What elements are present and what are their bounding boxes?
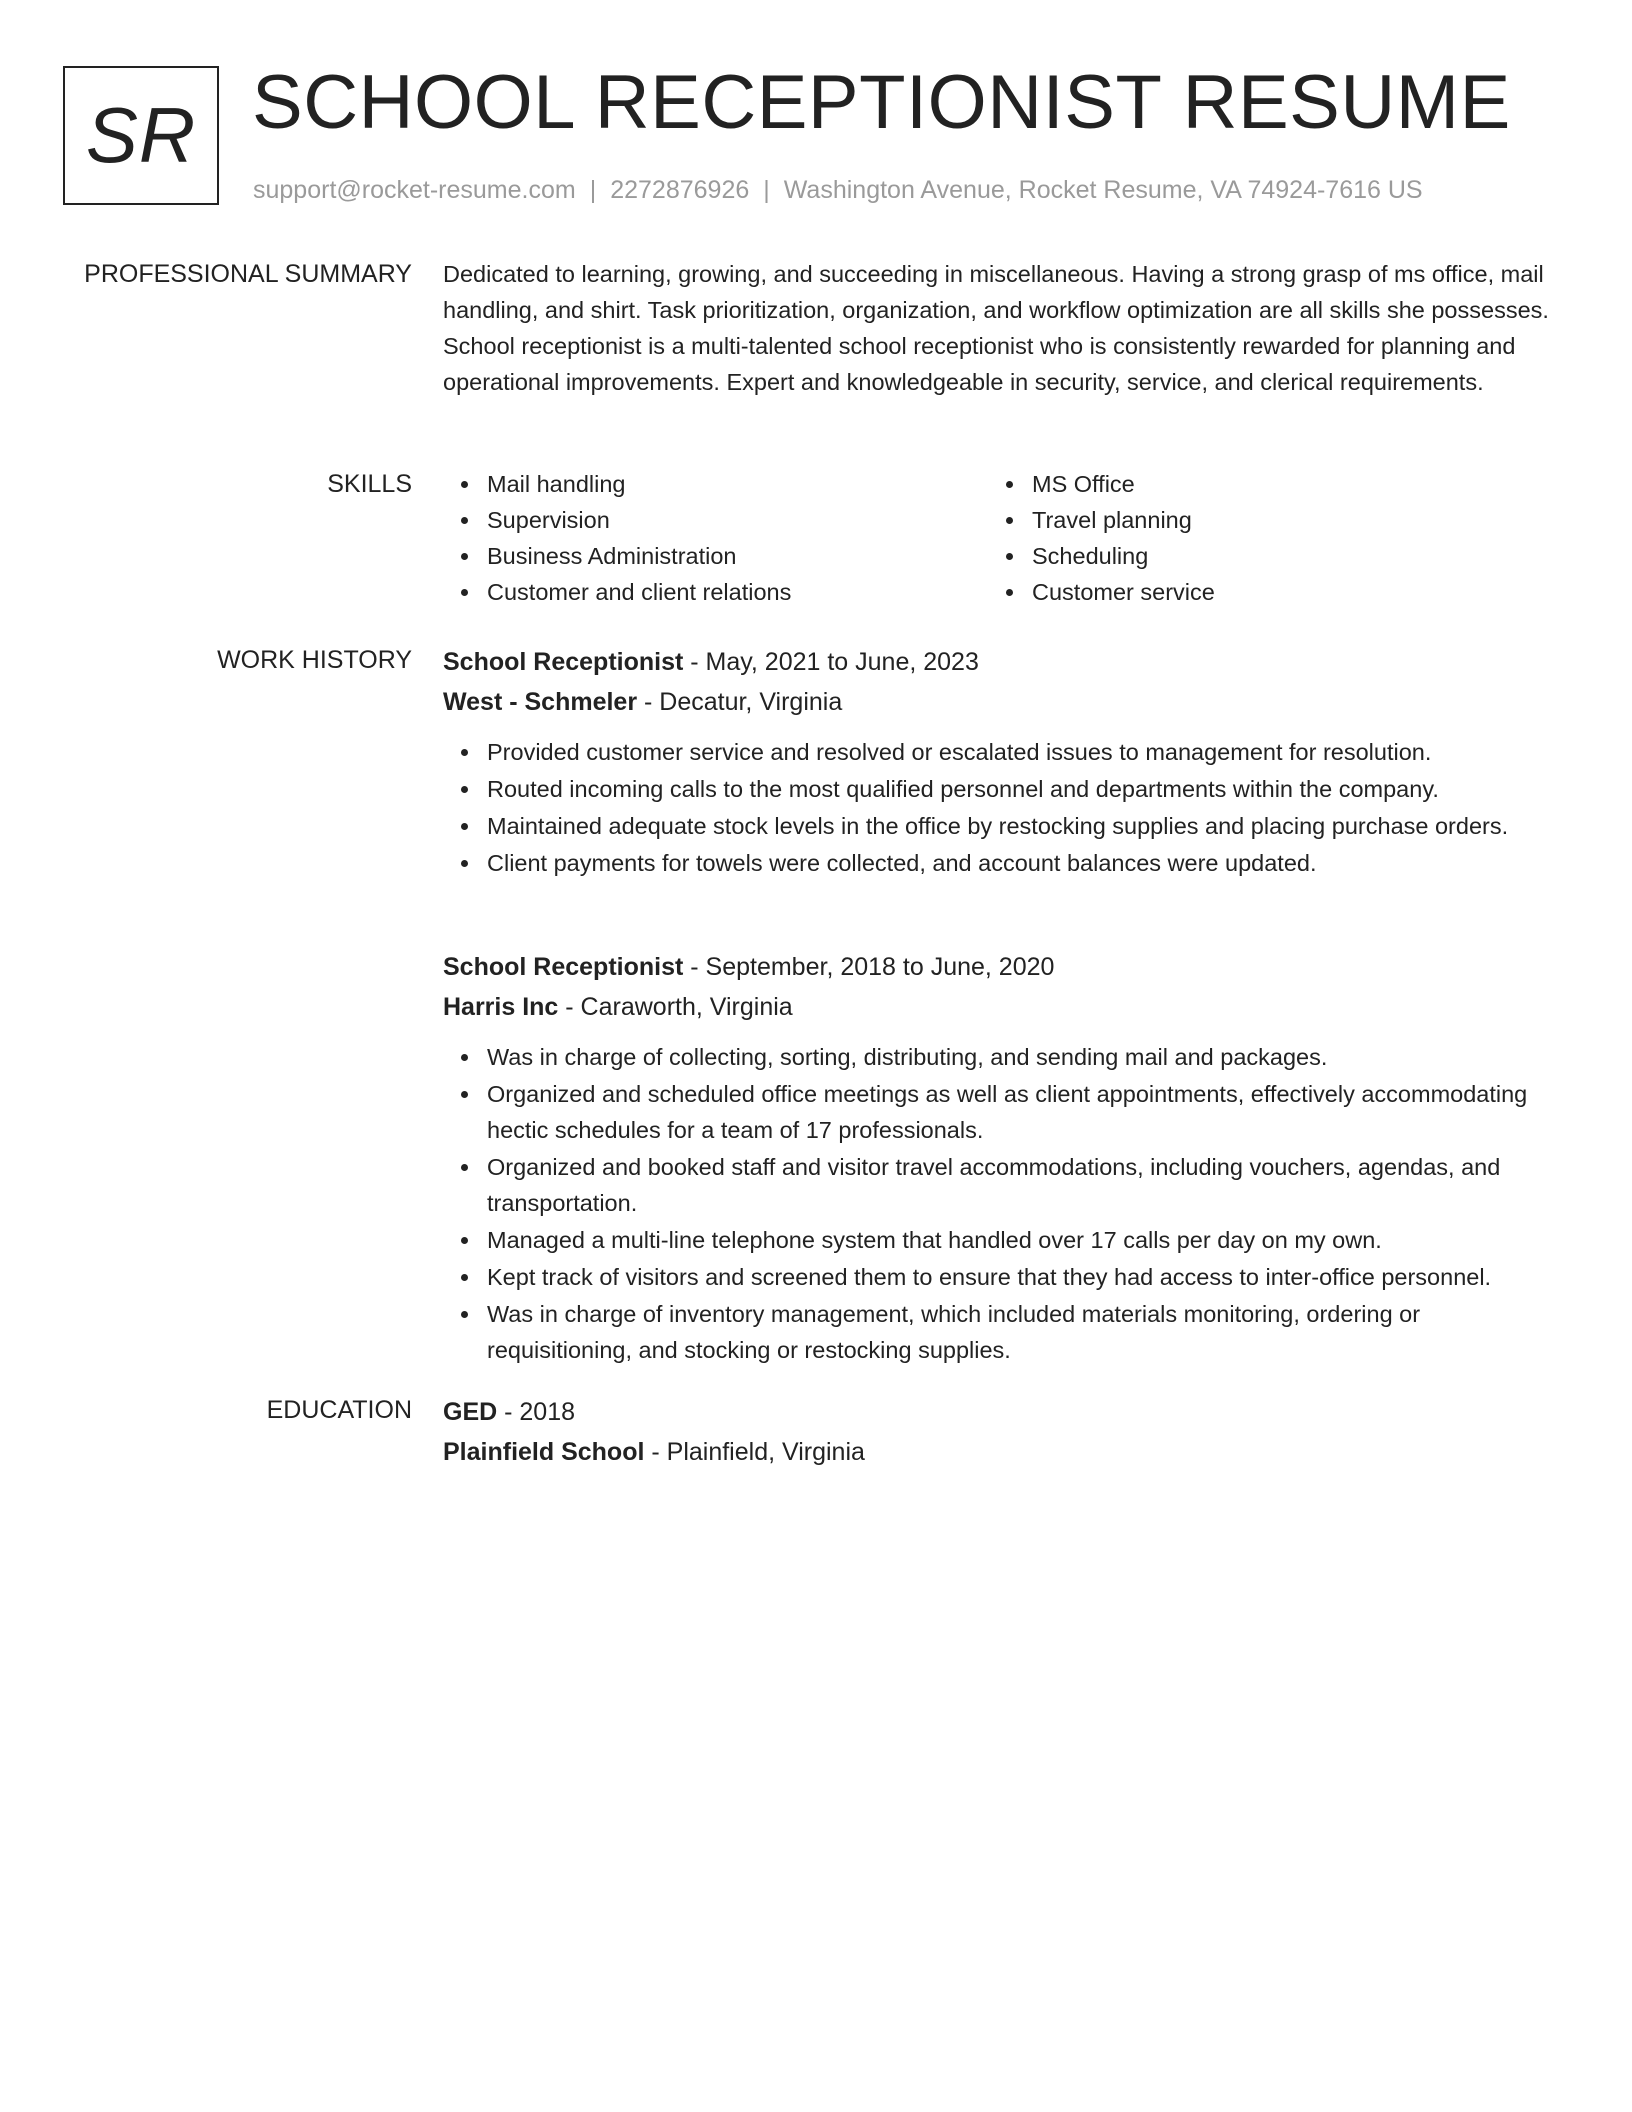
contact-address: Washington Avenue, Rocket Resume, VA 74924-7616 US — [783, 176, 1423, 204]
job-company-line — [443, 682, 1553, 722]
summary-text: Dedicated to learning, growing, and succeeding in miscellaneous. Having a strong grasp of ms office, mail handling, and shirt. Task prioritization, organization, and workflow optimization are all skills she possesses. School receptionist is a multi-talented school receptionist who is consistently rewarded for planning and operational improvements. Expert and knowledgeable in security, service, and clerical requirements. — [443, 261, 1549, 395]
job-dates: - May, 2021 to June, 2023 — [683, 648, 979, 676]
job-dates: - September, 2018 to June, 2020 — [683, 953, 1055, 981]
work-body-2 — [443, 947, 1553, 1369]
education-degree: GED — [443, 1398, 498, 1426]
skill-item: Supervision — [443, 502, 988, 538]
work-body — [443, 642, 1553, 882]
contact-separator: | — [763, 176, 770, 204]
section-title-skills: SKILLS — [327, 470, 412, 498]
skills-list-right — [988, 466, 1533, 610]
education-year: - 2018 — [497, 1398, 576, 1426]
skill-item: MS Office — [988, 466, 1533, 502]
skill-item: Scheduling — [988, 538, 1533, 574]
skills-body — [443, 466, 1553, 610]
job-company: West - Schmeler — [443, 688, 638, 716]
skill-item: Mail handling — [443, 466, 988, 502]
job-location: - Decatur, Virginia — [637, 688, 843, 716]
job-bullet: Managed a multi-line telephone system that handled over 17 calls per day on my own. — [443, 1222, 1553, 1258]
job-bullet: Maintained adequate stock levels in the office by restocking supplies and placing purchase orders. — [443, 808, 1553, 844]
job-title-line — [443, 642, 1553, 682]
job-company-line — [443, 987, 1553, 1027]
contact-email: support@rocket-resume.com — [253, 176, 576, 204]
job-bullet: Organized and scheduled office meetings as well as client appointments, effectively accommodating hectic schedules for a team of 17 professionals. — [443, 1076, 1553, 1148]
education-body — [443, 1392, 1553, 1472]
job-role: School Receptionist — [443, 953, 684, 981]
job-company: Harris Inc — [443, 993, 559, 1021]
education-school-line — [443, 1432, 1553, 1472]
job-bullet: Was in charge of collecting, sorting, distributing, and sending mail and packages. — [443, 1039, 1553, 1075]
skill-item: Customer service — [988, 574, 1533, 610]
job-bullet: Client payments for towels were collected, and account balances were updated. — [443, 845, 1553, 881]
skills-grid — [443, 466, 1553, 610]
section-title-work: WORK HISTORY — [217, 646, 412, 674]
contact-line — [253, 174, 1423, 206]
education-school: Plainfield School — [443, 1438, 645, 1466]
job-bullet: Provided customer service and resolved or escalated issues to management for resolution. — [443, 734, 1553, 770]
monogram-logo: SR — [63, 66, 219, 205]
job-bullets — [443, 1039, 1553, 1368]
skill-item: Customer and client relations — [443, 574, 988, 610]
job-bullet: Organized and booked staff and visitor travel accommodations, including vouchers, agendas, and transportation. — [443, 1149, 1553, 1221]
job-location: - Caraworth, Virginia — [558, 993, 793, 1021]
summary-body — [443, 256, 1553, 400]
job-bullets — [443, 734, 1553, 881]
skill-item: Business Administration — [443, 538, 988, 574]
skill-item: Travel planning — [988, 502, 1533, 538]
section-title-education: EDUCATION — [266, 1396, 412, 1424]
education-location: - Plainfield, Virginia — [644, 1438, 865, 1466]
job-entry — [443, 642, 1553, 881]
job-role: School Receptionist — [443, 648, 684, 676]
skills-list-left — [443, 466, 988, 610]
contact-separator: | — [589, 176, 597, 204]
education-degree-line — [443, 1392, 1553, 1432]
resume-title: SCHOOL RECEPTIONIST RESUME — [252, 60, 1511, 145]
job-entry — [443, 947, 1553, 1368]
job-bullet: Routed incoming calls to the most qualified personnel and departments within the company. — [443, 771, 1553, 807]
job-title-line — [443, 947, 1553, 987]
job-bullet: Kept track of visitors and screened them to ensure that they had access to inter-office personnel. — [443, 1259, 1553, 1295]
job-bullet: Was in charge of inventory management, which included materials monitoring, ordering or requisitioning, and stocking or restocking supplies. — [443, 1296, 1553, 1368]
contact-phone: 2272876926 — [610, 176, 750, 204]
section-title-summary: PROFESSIONAL SUMMARY — [84, 260, 412, 288]
